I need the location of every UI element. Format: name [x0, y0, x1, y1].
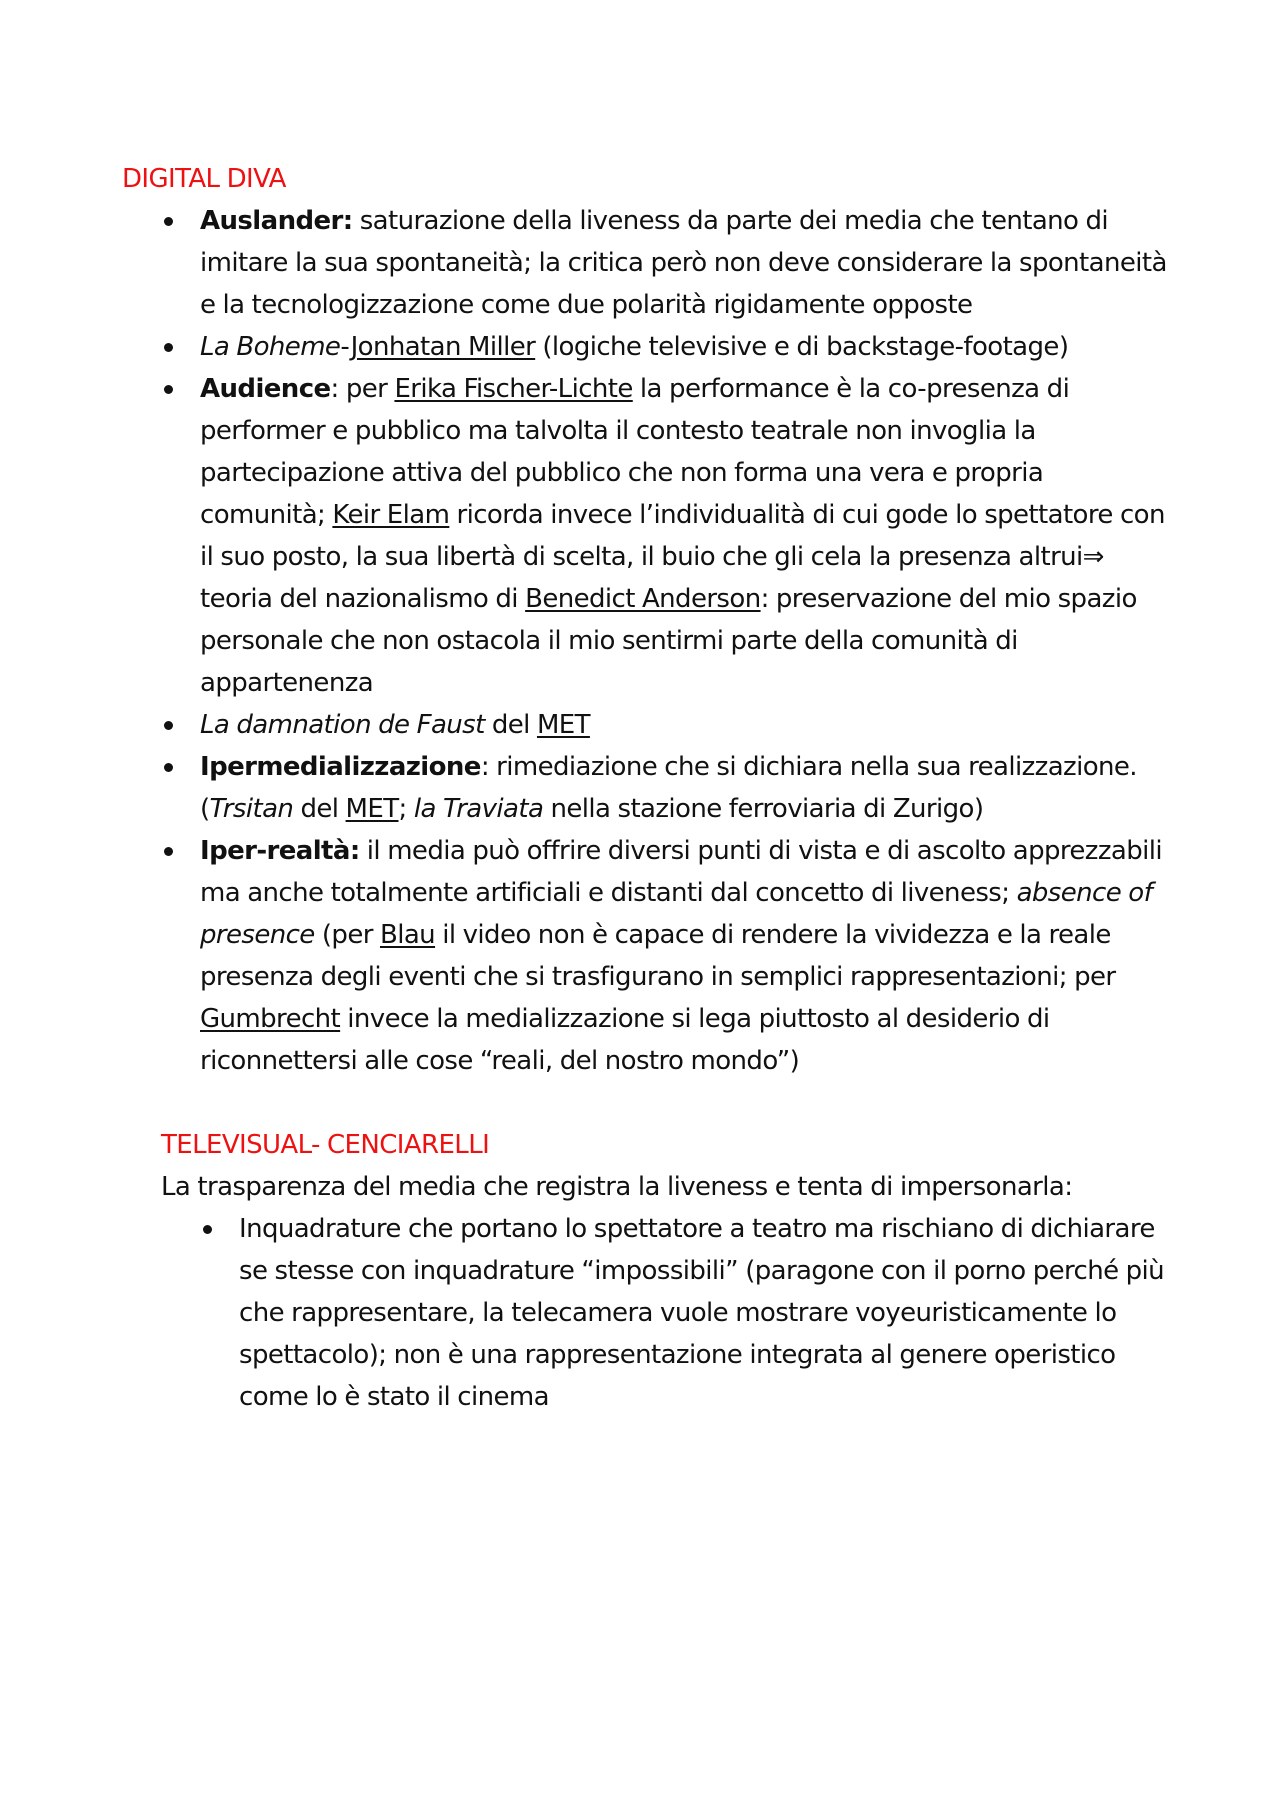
- item-text: la performance è la co-presenza di performer e pubblico ma talvolta il contesto teatrale non invoglia la partecipazione attiva del pubblico che non forma una vera e propria comunità;: [200, 374, 1070, 530]
- name-jonhatan-miller: Jonhatan Miller: [350, 332, 536, 362]
- list-item-iper-realta: [200, 830, 1172, 1082]
- name-blau: Blau: [379, 920, 436, 950]
- item-text: del: [484, 710, 537, 740]
- section-digital-diva: [122, 158, 1172, 1082]
- item-text: invece la medializzazione si lega piuttosto al desiderio di riconnettersi alle cose “reali, del nostro mondo”): [200, 1004, 1050, 1076]
- name-benedict-anderson: Benedict Anderson: [525, 584, 761, 614]
- bullet-list-televisual: [161, 1208, 1172, 1418]
- list-item-ipermedializzazione: [200, 746, 1172, 830]
- document-content: [122, 158, 1172, 1418]
- list-item-inquadrature: [239, 1208, 1172, 1418]
- name-erika-fischer-lichte: Erika Fischer-Lichte: [394, 374, 633, 404]
- item-text: Inquadrature che portano lo spettatore a teatro ma rischiano di dichiarare se stesse con inquadrature “impossibili” (paragone con il porno perché più che rappresentare, la telecamera vuole mostrare voyeuristicamente lo spettacolo); non è una rappresentazione integrata al genere operistico come lo è stato il cinema: [239, 1214, 1165, 1412]
- list-item-audience: [200, 368, 1172, 704]
- title-trsitan: Trsitan: [209, 794, 294, 824]
- name-met: MET: [536, 710, 590, 740]
- term-absence-of-presence: absence of presence: [200, 878, 1153, 950]
- bullet-list-digital-diva: [122, 200, 1172, 1082]
- title-damnation-de-faust: La damnation de Faust: [200, 710, 485, 740]
- term-audience: Audience: [200, 374, 331, 404]
- item-text: ;: [398, 794, 414, 824]
- term-ipermedializzazione: Ipermedializzazione: [200, 752, 481, 782]
- name-met: MET: [345, 794, 399, 824]
- item-text: (logiche televisive e di backstage-footage): [535, 332, 1069, 362]
- name-gumbrecht: Gumbrecht: [200, 1004, 341, 1034]
- term-auslander: Auslander:: [200, 206, 353, 236]
- section-heading-digital-diva: DIGITAL DIVA: [122, 164, 286, 194]
- item-text: il media può offrire diversi punti di vista e di ascolto apprezzabili ma anche totalmente artificiali e distanti dal concetto di liveness;: [200, 836, 1163, 908]
- term-iper-realta: Iper-realtà:: [200, 836, 360, 866]
- name-keir-elam: Keir Elam: [332, 500, 450, 530]
- item-text: : per: [330, 374, 395, 404]
- section-televisual: [122, 1124, 1172, 1418]
- item-text: saturazione della liveness da parte dei media che tentano di imitare la sua spontaneità; la critica però non deve considerare la spontaneità e la tecnologizzazione come due polarità rigidamente opposte: [200, 206, 1167, 320]
- item-text: -: [340, 332, 351, 362]
- section-intro: La trasparenza del media che registra la liveness e tenta di impersonarla:: [161, 1172, 1073, 1202]
- item-text: ricorda invece l’individualità di cui gode lo spettatore con il suo posto, la sua libertà di scelta, il buio che gli cela la presenza altrui⇒ teoria del nazionalismo di: [200, 500, 1165, 614]
- item-text: : preservazione del mio spazio personale che non ostacola il mio sentirmi parte della comunità di appartenenza: [200, 584, 1137, 698]
- list-item-la-boheme: [200, 326, 1172, 368]
- item-text: del: [293, 794, 346, 824]
- section-heading-televisual: TELEVISUAL- CENCIARELLI: [161, 1130, 490, 1160]
- list-item-damnation-de-faust: [200, 704, 1172, 746]
- list-item-auslander: [200, 200, 1172, 326]
- title-la-boheme: La Boheme: [200, 332, 341, 362]
- item-text: (per: [314, 920, 380, 950]
- title-la-traviata: la Traviata: [413, 794, 544, 824]
- item-text: il video non è capace di rendere la vividezza e la reale presenza degli eventi che si trasfigurano in semplici rappresentazioni; per: [200, 920, 1116, 992]
- item-text: nella stazione ferroviaria di Zurigo): [543, 794, 984, 824]
- item-text: : rimediazione che si dichiara nella sua realizzazione. (: [200, 752, 1137, 824]
